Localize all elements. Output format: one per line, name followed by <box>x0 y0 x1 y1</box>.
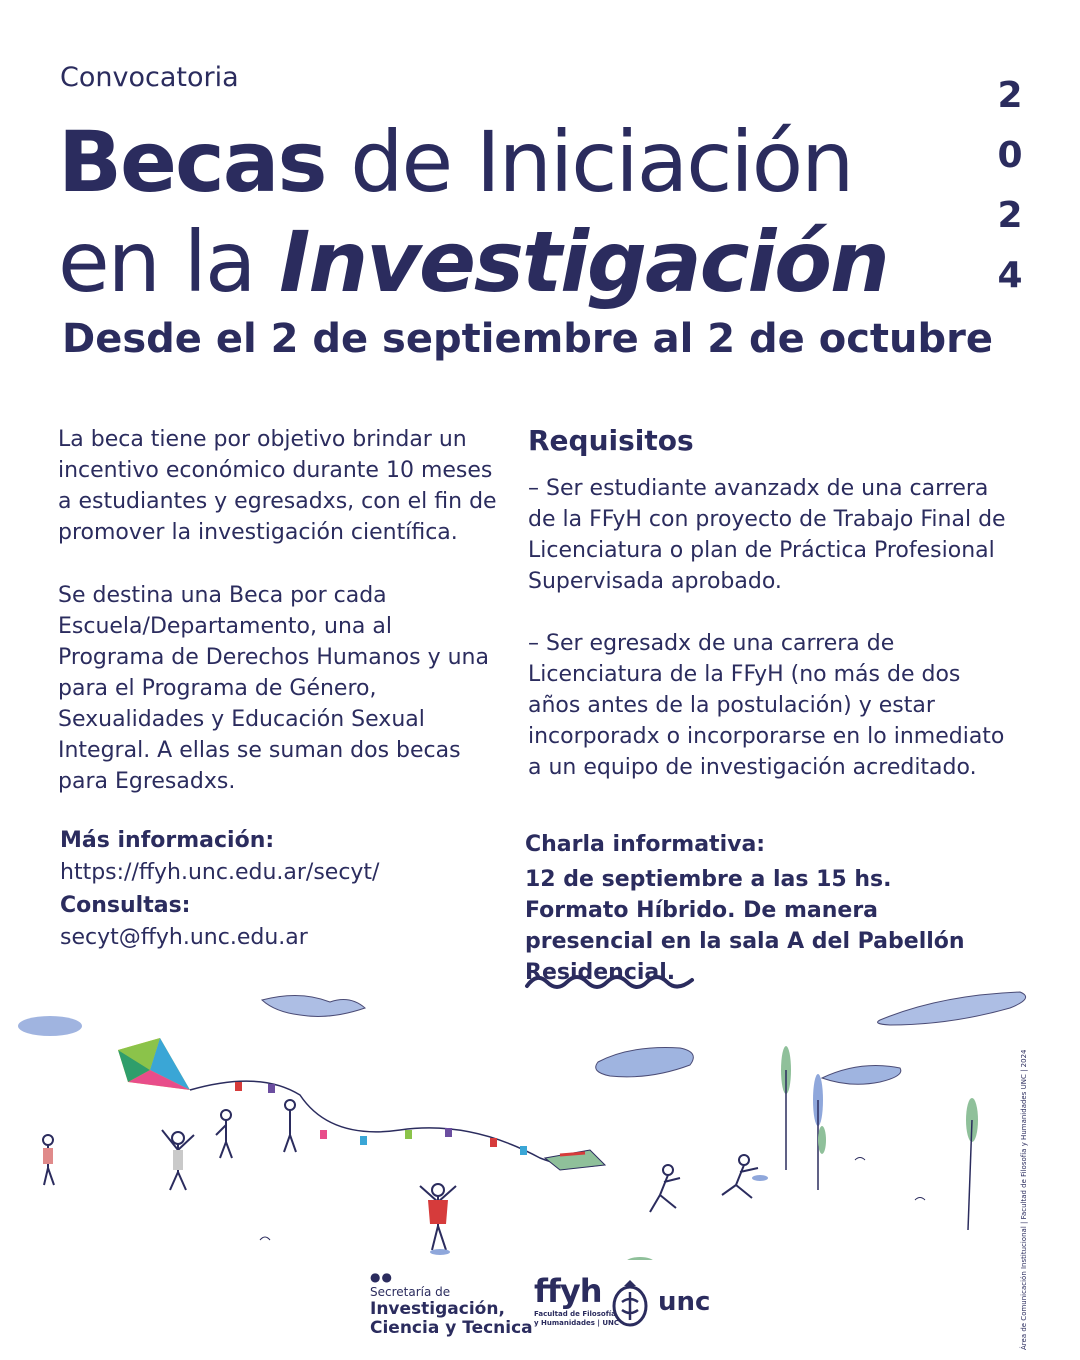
kite-icon <box>118 1038 190 1090</box>
person-icon <box>284 1100 296 1152</box>
person-icon <box>420 1184 456 1255</box>
person-icon <box>216 1110 232 1158</box>
year-digit: 4 <box>997 255 1023 296</box>
side-credit-text: Área de Comunicación Institucional | Facultad de Filosofía y Humanidades UNC | 2024 <box>1020 1049 1028 1350</box>
side-credit <box>1020 1049 1050 1350</box>
person-icon <box>650 1165 680 1212</box>
charla-details: 12 de septiembre a las 15 hs. Formato Híbrido. De manera presencial en la sala A del Pabellón Residencial. <box>525 867 965 985</box>
logo-ffyh <box>534 1272 619 1328</box>
year-vertical <box>988 66 1032 306</box>
logo-unc-text: unc <box>658 1287 711 1317</box>
logo-ffyh-sub2: y Humanidades | UNC <box>534 1319 620 1327</box>
logo-dots-icon: ●● <box>370 1270 393 1284</box>
logo-ffyh-mark: ffyh <box>534 1272 602 1310</box>
logo-secretaria-line3: Ciencia y Tecnica <box>370 1318 533 1338</box>
logo-secretaria <box>370 1270 533 1338</box>
description-paragraph-2: Se destina una Beca por cada Escuela/Departamento, una al Programa de Derechos Humanos y una para el Programa de Género, Sexualidades y Educación Sexual Integral. A ellas se suman dos becas para Egresadxs. <box>58 583 489 794</box>
logo-secretaria-small: Secretaría de <box>370 1285 451 1299</box>
consultas-heading: Consultas: <box>60 893 191 918</box>
title-line-2 <box>58 212 888 312</box>
info-url-link[interactable]: https://ffyh.unc.edu.ar/secyt/ <box>60 860 380 885</box>
kite-flying-illustration <box>0 990 1080 1260</box>
consultas-email-link[interactable]: secyt@ffyh.unc.edu.ar <box>60 925 308 950</box>
title-rest: de Iniciación <box>350 113 853 211</box>
person-icon <box>722 1155 768 1198</box>
eyebrow-convocatoria: Convocatoria <box>60 62 239 93</box>
mas-informacion-heading: Más información: <box>60 828 275 853</box>
title-line2-start: en la <box>58 213 255 311</box>
kite-icon <box>545 1150 605 1170</box>
requisitos-heading: Requisitos <box>528 424 694 457</box>
requisito-1: – Ser estudiante avanzadx de una carrera de la FFyH con proyecto de Trabajo Final de Licenciatura o plan de Práctica Profesional Supervisada aprobado. <box>528 476 1006 594</box>
charla-heading: Charla informativa: <box>525 832 766 857</box>
year-digit: 2 <box>997 75 1023 116</box>
year-digit: 0 <box>997 135 1023 176</box>
logo-unc <box>610 1276 710 1328</box>
logo-ffyh-sub1: Facultad de Filosofía <box>534 1310 616 1318</box>
logo-secretaria-line2: Investigación, <box>370 1299 505 1319</box>
unc-shield-icon <box>610 1276 650 1328</box>
bunting-flags-icon <box>235 1082 527 1155</box>
person-icon <box>162 1130 194 1190</box>
title-bold-word: Becas <box>58 113 326 211</box>
date-range: Desde el 2 de septiembre al 2 de octubre <box>62 316 994 362</box>
ground-marks-icon <box>260 1158 925 1261</box>
year-digit: 2 <box>997 195 1023 236</box>
description-paragraph-1: La beca tiene por objetivo brindar un incentivo económico durante 10 meses a estudiantes y egresadxs, con el fin de promover la investigación científica. <box>58 427 497 545</box>
person-icon <box>43 1135 54 1185</box>
requisito-2: – Ser egresadx de una carrera de Licenciatura de la FFyH (no más de dos años antes de la postulación) y estar incorporadx o incorporarse en lo inmediato a un equipo de investigación acreditado. <box>528 631 1005 780</box>
title-line-1 <box>58 112 852 212</box>
title-italic-word: Investigación <box>279 213 888 311</box>
